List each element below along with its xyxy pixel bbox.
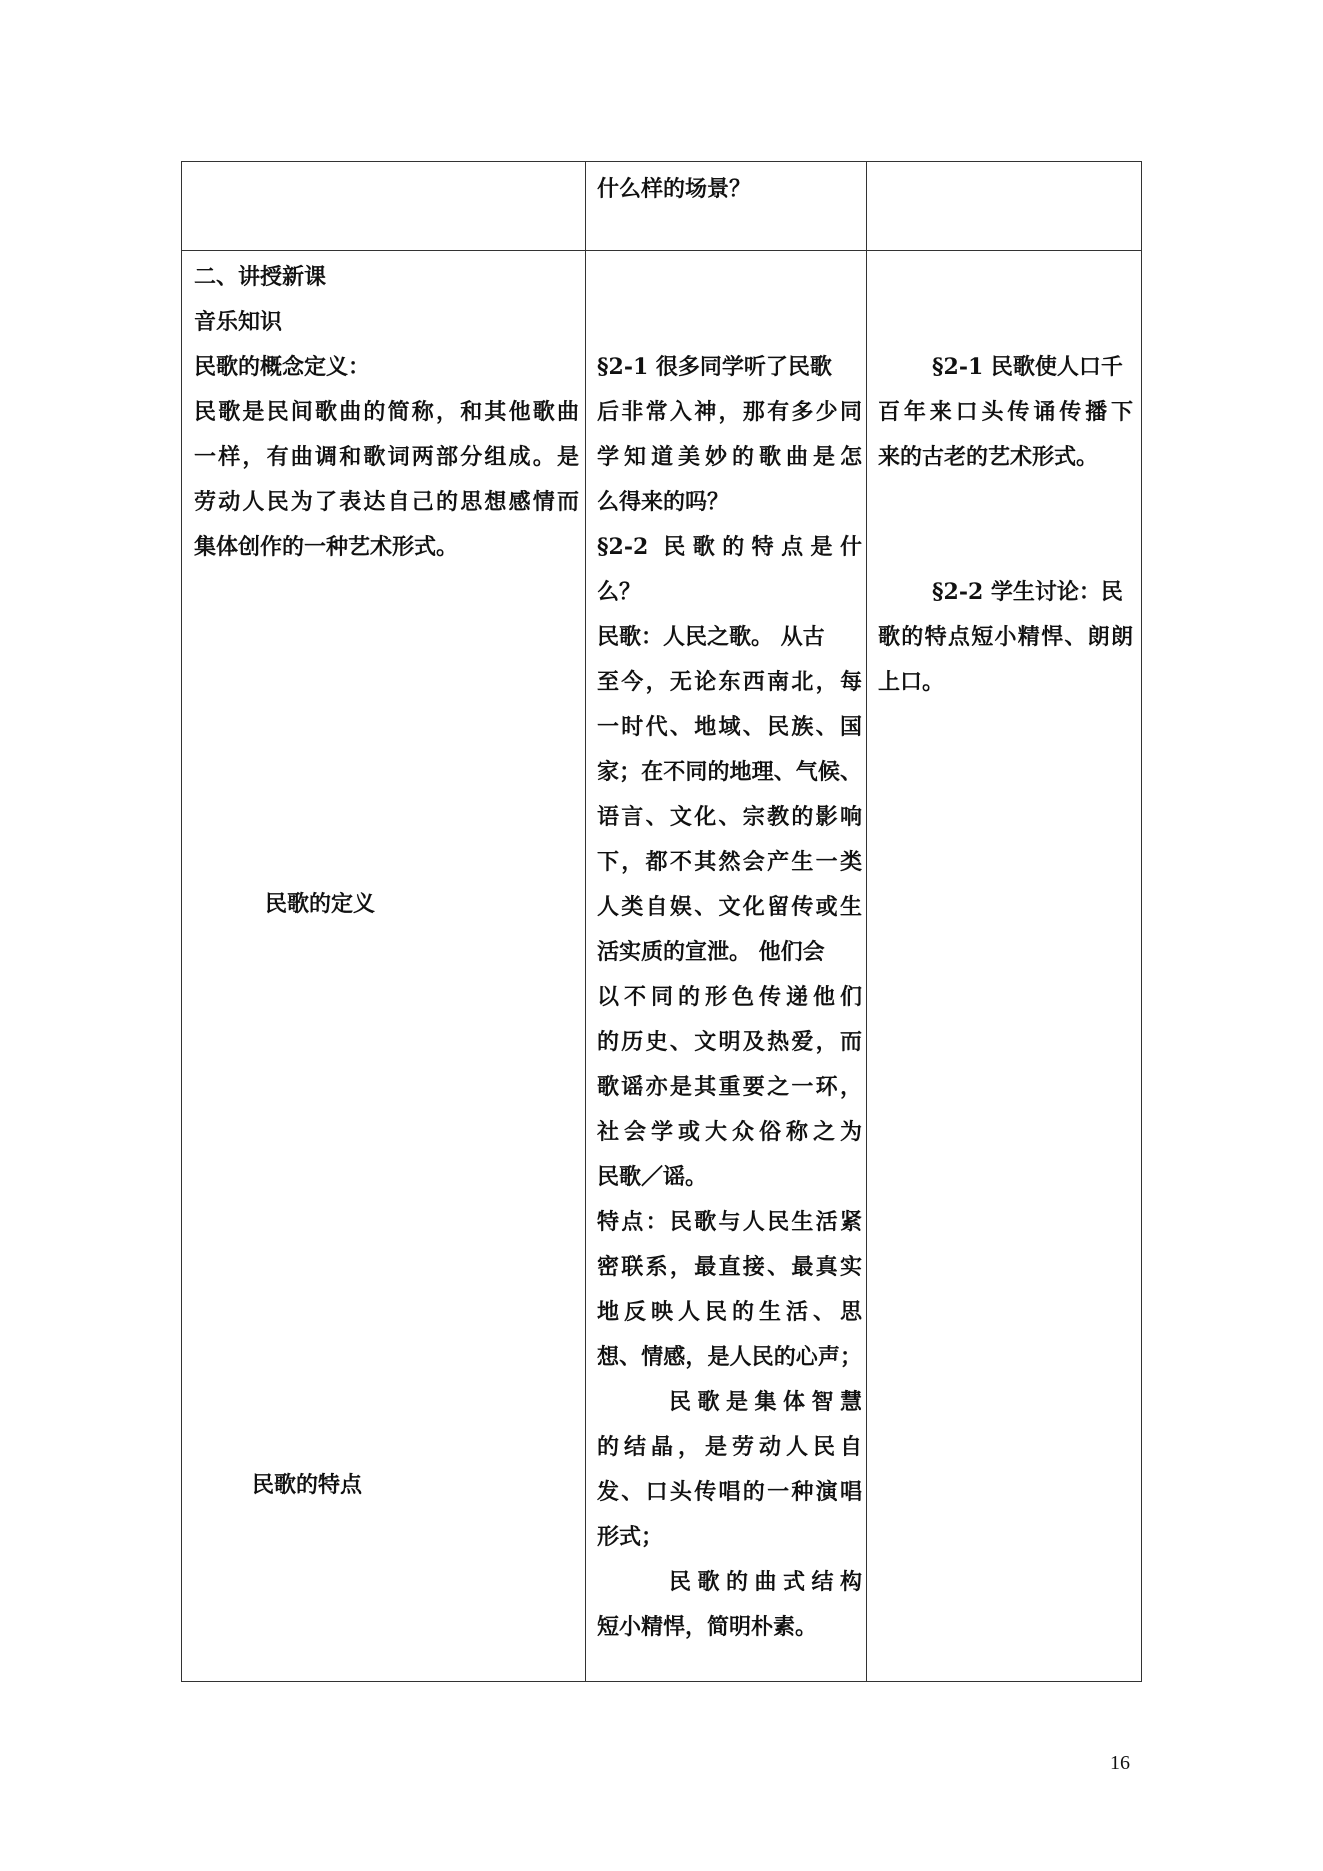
row2-content: [194, 255, 579, 570]
text-line: 么得来的吗？: [597, 489, 730, 515]
text-line: §2-2 学生讨论：民: [932, 579, 1123, 605]
text-line: 人类自娱、文化留传或生: [597, 894, 862, 920]
text-line: 家；在不同的地理、气候、: [597, 759, 862, 785]
text-line: 集体创作的一种艺术形式。: [194, 534, 459, 560]
text-line: 么？: [597, 579, 642, 605]
text-line: 短小精悍，简明朴素。: [597, 1614, 818, 1640]
text-line: 民歌的曲式结构: [669, 1569, 862, 1595]
text-line: 民歌：人民之歌。 从古: [597, 624, 825, 650]
text-line: 特点：民歌与人民生活紧: [597, 1209, 862, 1235]
text-line: 上口。: [878, 669, 945, 695]
section-heading: 二、讲授新课: [194, 264, 327, 290]
text-line: 百年来口头传诵传播下: [878, 399, 1133, 425]
table-border-top: [181, 161, 1141, 162]
text-line: 歌谣亦是其重要之一环，: [597, 1074, 862, 1100]
text-line: 密联系，最直接、最真实: [597, 1254, 862, 1280]
table-border-right: [1141, 161, 1142, 1682]
row2-teacher-activity: [597, 345, 862, 1650]
text-line: 语言、文化、宗教的影响: [597, 804, 862, 830]
definition-heading: 民歌的概念定义：: [194, 354, 371, 380]
text-line: 民歌／谣。: [597, 1164, 708, 1190]
text-line: 歌的特点短小精悍、朗朗: [878, 624, 1133, 650]
text-line: 发、口头传唱的一种演唱: [597, 1479, 862, 1505]
row1-teacher-activity: [597, 167, 862, 212]
table-border-bottom: [181, 1681, 1141, 1682]
text-line: 的结晶，是劳动人民自: [597, 1434, 862, 1460]
text-line: 什么样的场景？: [597, 176, 752, 202]
text-line: 一样，有曲调和歌词两部分组成。是: [194, 444, 579, 470]
text-line: §2-2 民歌的特点是什: [597, 534, 862, 560]
label-definition: 民歌的定义: [265, 891, 376, 917]
table-col-divider-1: [585, 161, 586, 1682]
text-line: 一时代、地域、民族、国: [597, 714, 862, 740]
label-features: 民歌的特点: [252, 1472, 363, 1498]
subsection-heading: 音乐知识: [194, 309, 283, 335]
text-line: 学知道美妙的歌曲是怎: [597, 444, 862, 470]
text-line: 想、情感，是人民的心声；: [597, 1344, 862, 1370]
row2-student-activity-1: [878, 345, 1133, 480]
text-line: 来的古老的艺术形式。: [878, 444, 1099, 470]
page-number: 16: [1110, 1752, 1130, 1774]
row2-student-activity-2: [878, 570, 1133, 705]
text-line: 下，都不其然会产生一类: [597, 849, 862, 875]
text-line: 形式；: [597, 1524, 664, 1550]
text-line: 民歌是集体智慧: [669, 1389, 862, 1415]
text-line: 民歌是民间歌曲的简称，和其他歌曲: [194, 399, 579, 425]
table-row-divider: [181, 250, 1141, 251]
text-line: §2-1 民歌使人口千: [932, 354, 1123, 380]
table-border-left: [181, 161, 182, 1682]
text-line: 劳动人民为了表达自己的思想感情而: [194, 489, 579, 515]
text-line: 至今，无论东西南北，每: [597, 669, 862, 695]
text-line: 社会学或大众俗称之为: [597, 1119, 862, 1145]
text-line: 的历史、文明及热爱，而: [597, 1029, 862, 1055]
text-line: §2-1 很多同学听了民歌: [597, 354, 832, 380]
text-line: 后非常入神，那有多少同: [597, 399, 862, 425]
table-col-divider-2: [866, 161, 867, 1682]
text-line: 以不同的形色传递他们: [597, 984, 862, 1010]
text-line: 活实质的宣泄。 他们会: [597, 939, 825, 965]
text-line: 地反映人民的生活、思: [597, 1299, 862, 1325]
